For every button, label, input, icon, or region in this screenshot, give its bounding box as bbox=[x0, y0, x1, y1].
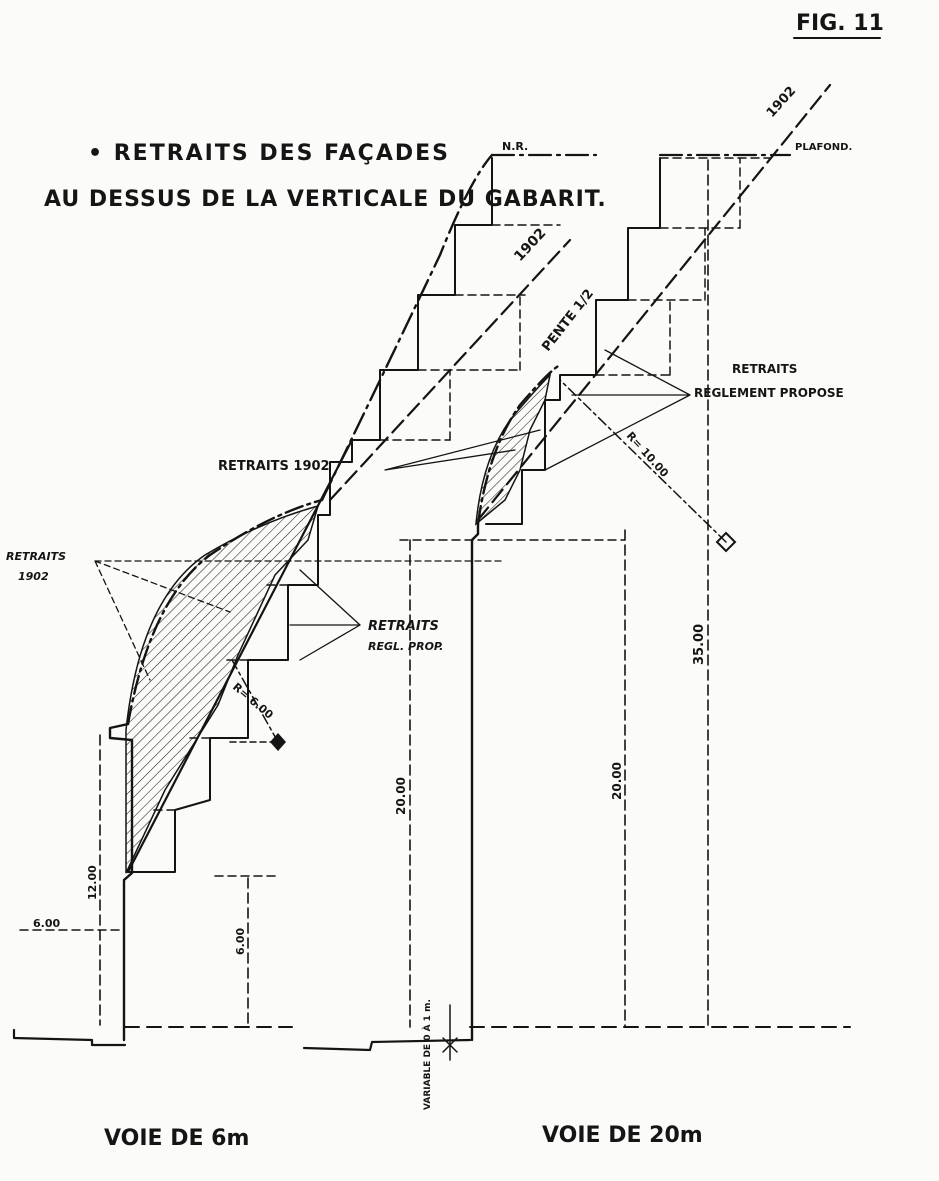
label-retraits-prop-2: REGLEMENT PROPOSE bbox=[694, 386, 844, 400]
label-voie-20: VOIE DE 20m bbox=[542, 1123, 703, 1148]
label-voie-6: VOIE DE 6m bbox=[104, 1126, 250, 1151]
ground-right-street bbox=[304, 1040, 470, 1050]
label-radius-6: R= 6.00 bbox=[230, 680, 276, 722]
label-dim-20-left: 20.00 bbox=[394, 777, 408, 815]
label-dim-6-inner: 6.00 bbox=[234, 927, 247, 955]
label-dim-6-side: 6.00 bbox=[33, 917, 61, 930]
label-1902-top: 1902 bbox=[763, 83, 800, 121]
label-dim-20-right: 20.00 bbox=[610, 762, 624, 800]
label-dim-12: 12.00 bbox=[86, 865, 99, 900]
figure-number: FIG. 11 bbox=[796, 11, 884, 36]
facade-right bbox=[472, 524, 478, 1040]
label-retraits-1902-left-2: 1902 bbox=[18, 570, 49, 583]
radius-line-10 bbox=[560, 380, 726, 542]
label-retraits-regl-2: REGL. PROP. bbox=[368, 640, 444, 653]
label-retraits-regl-1: RETRAITS bbox=[368, 619, 439, 634]
figure-title-line2: AU DESSUS DE LA VERTICALE DU GABARIT. bbox=[44, 187, 607, 212]
label-variable: VARIABLE DE 0 À 1 m. bbox=[423, 999, 433, 1110]
leaders-regl-prop bbox=[290, 570, 360, 660]
label-retraits-prop-1: RETRAITS bbox=[732, 362, 798, 376]
label-retraits-1902-mid: RETRAITS 1902 bbox=[218, 459, 330, 474]
label-plafond: PLAFOND. bbox=[795, 142, 853, 153]
hatched-zone-right bbox=[476, 375, 550, 524]
label-nr: N.R. bbox=[502, 140, 529, 153]
figure-title-line1: • RETRAITS DES FAÇADES bbox=[88, 141, 450, 166]
ground-left-street bbox=[14, 1030, 125, 1045]
label-radius-10: R= 10.00 bbox=[623, 429, 672, 480]
label-1902-mid: 1902 bbox=[511, 225, 550, 265]
label-retraits-1902-left-1: RETRAITS bbox=[6, 550, 66, 563]
label-dim-35: 35.00 bbox=[692, 623, 707, 665]
label-pente: PENTE 1/2 bbox=[539, 286, 597, 355]
